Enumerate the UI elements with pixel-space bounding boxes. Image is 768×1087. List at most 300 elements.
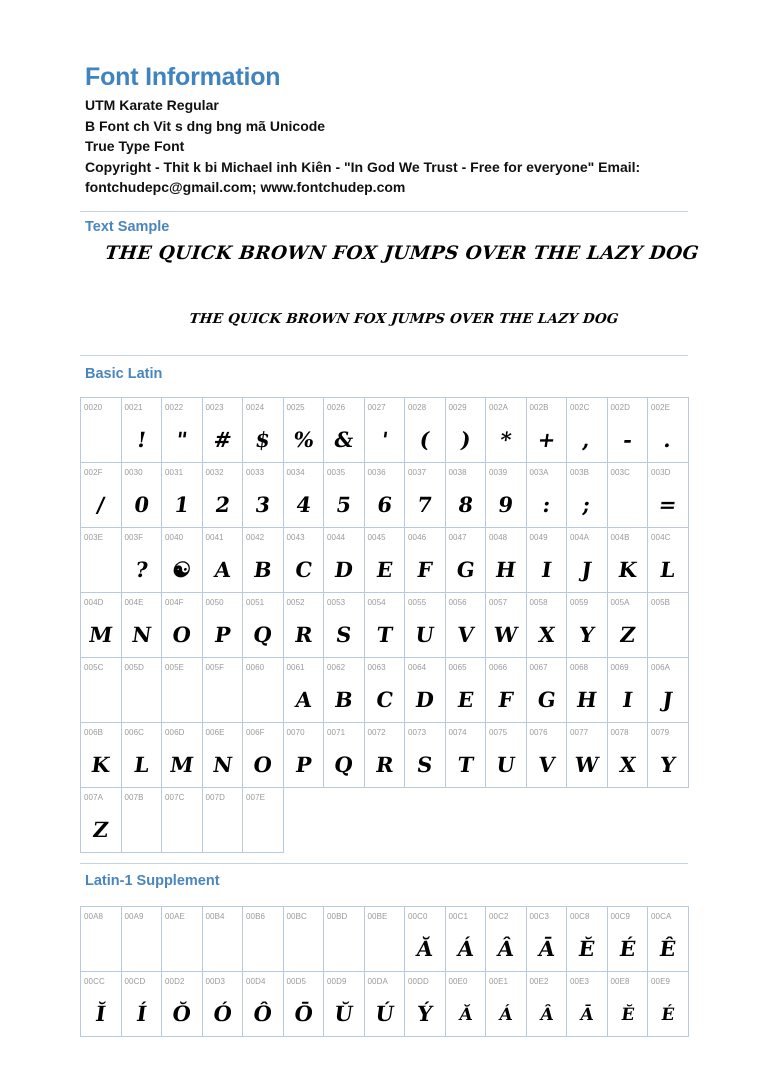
glyph-sample: A	[212, 557, 233, 582]
glyph-sample: S	[415, 752, 435, 777]
glyph-code: 0069	[610, 663, 629, 672]
glyph-code: 0066	[489, 663, 508, 672]
glyph-code: 005B	[651, 598, 671, 607]
glyph-sample: F	[415, 557, 434, 582]
glyph-sample: L	[658, 557, 677, 582]
glyph-sample: F	[496, 687, 515, 712]
glyph-row	[81, 658, 689, 723]
glyph-code: 0041	[205, 533, 224, 542]
glyph-cell	[162, 463, 203, 528]
text-sample-small: THE QUICK BROWN FOX JUMPS OVER THE LAZY DOG	[188, 311, 620, 327]
glyph-code: 0078	[610, 728, 629, 737]
glyph-cell	[121, 658, 162, 723]
glyph-sample: D	[332, 557, 355, 582]
glyph-code: 0059	[570, 598, 589, 607]
glyph-cell	[121, 528, 162, 593]
glyph-sample: E	[455, 687, 476, 712]
glyph-sample: )	[458, 427, 472, 452]
glyph-code: 00BE	[367, 912, 388, 921]
glyph-cell	[445, 972, 486, 1037]
glyph-code: 006F	[246, 728, 265, 737]
glyph-sample: I	[539, 557, 553, 582]
glyph-code: 0064	[408, 663, 427, 672]
glyph-cell	[202, 788, 243, 853]
glyph-sample: Ú	[373, 1001, 396, 1026]
glyph-row	[81, 463, 689, 528]
glyph-code: 003A	[529, 468, 549, 477]
glyph-sample: Í	[134, 1001, 148, 1026]
glyph-row	[81, 907, 689, 972]
glyph-code: 0053	[327, 598, 346, 607]
glyph-code: 00B4	[205, 912, 225, 921]
font-name: UTM Karate Regular	[85, 97, 219, 113]
glyph-cell	[283, 398, 324, 463]
glyph-cell	[202, 463, 243, 528]
glyph-code: 0074	[448, 728, 467, 737]
glyph-sample: *	[498, 427, 513, 452]
glyph-code: 007B	[124, 793, 144, 802]
glyph-code: 00D4	[246, 977, 266, 986]
glyph-sample: Ĕ	[576, 936, 597, 961]
empty-cell	[486, 788, 527, 853]
glyph-cell	[202, 398, 243, 463]
glyph-sample: M	[87, 622, 115, 647]
glyph-sample: Ê	[657, 936, 678, 961]
glyph-sample: K	[616, 557, 639, 582]
glyph-row	[81, 723, 689, 788]
glyph-code: 0046	[408, 533, 427, 542]
glyph-code: 00C9	[610, 912, 631, 921]
glyph-code: 00C1	[448, 912, 469, 921]
glyph-code: 007D	[205, 793, 226, 802]
glyph-code: 0071	[327, 728, 346, 737]
glyph-sample: U	[413, 622, 436, 647]
glyph-code: 00D9	[327, 977, 347, 986]
glyph-code: 0024	[246, 403, 265, 412]
glyph-cell	[243, 972, 284, 1037]
glyph-sample: R	[292, 622, 314, 647]
glyph-cell	[283, 723, 324, 788]
glyph-code: 00DD	[408, 977, 429, 986]
glyph-cell	[567, 658, 608, 723]
glyph-code: 0039	[489, 468, 508, 477]
glyph-code: 004E	[124, 598, 144, 607]
glyph-cell	[324, 907, 365, 972]
glyph-cell	[526, 398, 567, 463]
glyph-sample: /	[95, 492, 107, 517]
glyph-sample: Ō	[292, 1001, 315, 1026]
empty-cell	[445, 788, 486, 853]
glyph-code: 0076	[529, 728, 548, 737]
empty-cell	[526, 788, 567, 853]
glyph-code: 0065	[448, 663, 467, 672]
glyph-code: 0029	[448, 403, 467, 412]
glyph-sample: 1	[172, 492, 191, 517]
glyph-sample: ☯	[170, 557, 193, 582]
glyph-cell	[405, 398, 446, 463]
latin1-glyph-grid	[80, 906, 689, 1037]
glyph-sample: Ā	[536, 936, 557, 961]
glyph-code: 0067	[529, 663, 548, 672]
glyph-code: 002E	[651, 403, 671, 412]
glyph-cell	[81, 723, 122, 788]
glyph-sample: J	[661, 687, 675, 712]
glyph-cell	[607, 723, 648, 788]
glyph-row	[81, 398, 689, 463]
glyph-sample: Ŏ	[170, 1001, 193, 1026]
glyph-cell	[283, 593, 324, 658]
glyph-code: 0047	[448, 533, 467, 542]
glyph-code: 0077	[570, 728, 589, 737]
section-divider	[80, 211, 688, 212]
glyph-code: 006A	[651, 663, 671, 672]
glyph-cell	[648, 658, 689, 723]
glyph-cell	[81, 907, 122, 972]
glyph-code: 0055	[408, 598, 427, 607]
glyph-code: 0051	[246, 598, 265, 607]
glyph-code: 0070	[286, 728, 305, 737]
glyph-code: 0028	[408, 403, 427, 412]
glyph-code: 00A9	[124, 912, 144, 921]
glyph-cell	[364, 723, 405, 788]
glyph-cell	[162, 528, 203, 593]
glyph-sample: ;	[581, 492, 593, 517]
glyph-cell	[486, 398, 527, 463]
glyph-sample: B	[333, 687, 355, 712]
glyph-sample: N	[210, 752, 234, 777]
glyph-sample: P	[293, 752, 313, 777]
glyph-code: 0079	[651, 728, 670, 737]
glyph-cell	[607, 972, 648, 1037]
glyph-cell	[486, 593, 527, 658]
glyph-code: 0027	[367, 403, 386, 412]
glyph-sample: $	[253, 427, 272, 452]
glyph-row	[81, 528, 689, 593]
glyph-code: 00BC	[286, 912, 307, 921]
glyph-code: 007C	[165, 793, 185, 802]
glyph-sample: V	[455, 622, 476, 647]
glyph-sample: C	[374, 687, 395, 712]
glyph-sample: T	[374, 622, 394, 647]
glyph-cell	[81, 972, 122, 1037]
glyph-sample: Á	[497, 1005, 514, 1025]
glyph-cell	[243, 463, 284, 528]
glyph-code: 0037	[408, 468, 427, 477]
glyph-sample: ,	[581, 427, 593, 452]
glyph-cell	[526, 658, 567, 723]
glyph-cell	[81, 463, 122, 528]
glyph-sample: L	[132, 752, 151, 777]
glyph-cell	[607, 593, 648, 658]
glyph-cell	[283, 907, 324, 972]
glyph-sample: Ô	[251, 1001, 274, 1026]
glyph-sample: Á	[455, 936, 476, 961]
glyph-row	[81, 972, 689, 1037]
glyph-code: 0022	[165, 403, 184, 412]
glyph-cell	[324, 723, 365, 788]
glyph-sample: V	[536, 752, 557, 777]
glyph-cell	[648, 528, 689, 593]
glyph-sample: %	[291, 427, 315, 452]
glyph-code: 003C	[610, 468, 631, 477]
glyph-cell	[526, 528, 567, 593]
glyph-cell	[364, 972, 405, 1037]
glyph-cell	[364, 398, 405, 463]
glyph-sample: H	[575, 687, 599, 712]
glyph-cell	[526, 972, 567, 1037]
glyph-code: 0020	[84, 403, 103, 412]
glyph-sample: E	[374, 557, 395, 582]
glyph-cell	[445, 528, 486, 593]
glyph-code: 0075	[489, 728, 508, 737]
glyph-code: 0050	[205, 598, 224, 607]
glyph-cell	[162, 972, 203, 1037]
glyph-sample: W	[573, 752, 601, 777]
glyph-sample: Z	[91, 817, 111, 842]
glyph-sample: U	[494, 752, 517, 777]
section-title-basic-latin: Basic Latin	[85, 366, 163, 382]
glyph-code: 00B6	[246, 912, 266, 921]
glyph-code: 005A	[610, 598, 630, 607]
glyph-code: 0032	[205, 468, 224, 477]
font-type: True Type Font	[85, 138, 185, 155]
glyph-sample: B	[252, 557, 274, 582]
glyph-code: 00CA	[651, 912, 672, 921]
font-description: B Font ch Vit s dng bng mã Unicode	[85, 117, 326, 134]
glyph-cell	[81, 528, 122, 593]
section-title-latin1-supplement: Latin-1 Supplement	[85, 873, 220, 889]
glyph-sample: G	[454, 557, 476, 582]
glyph-cell	[486, 723, 527, 788]
glyph-code: 003D	[651, 468, 671, 477]
glyph-code: 003E	[84, 533, 104, 542]
glyph-sample: (	[418, 427, 432, 452]
section-title-text-sample: Text Sample	[85, 219, 170, 235]
glyph-code: 0023	[205, 403, 224, 412]
glyph-sample: É	[617, 936, 638, 961]
glyph-code: 00E8	[610, 977, 630, 986]
glyph-sample: +	[535, 427, 557, 452]
glyph-cell	[567, 723, 608, 788]
glyph-sample: 2	[213, 492, 232, 517]
glyph-cell	[526, 723, 567, 788]
glyph-code: 003F	[124, 533, 144, 542]
glyph-cell	[324, 658, 365, 723]
glyph-code: 0072	[367, 728, 386, 737]
glyph-cell	[162, 788, 203, 853]
glyph-cell	[445, 658, 486, 723]
glyph-sample: Ó	[211, 1001, 234, 1026]
glyph-code: 00CC	[84, 977, 105, 986]
glyph-cell	[364, 593, 405, 658]
glyph-sample: 4	[294, 492, 313, 517]
font-info-block	[85, 95, 640, 198]
glyph-code: 0057	[489, 598, 508, 607]
glyph-cell	[202, 658, 243, 723]
glyph-code: 0026	[327, 403, 346, 412]
glyph-cell	[121, 398, 162, 463]
glyph-code: 0031	[165, 468, 184, 477]
glyph-sample: Ĭ	[94, 1001, 108, 1026]
glyph-cell	[243, 528, 284, 593]
glyph-cell	[405, 593, 446, 658]
glyph-cell	[567, 907, 608, 972]
glyph-code: 004B	[610, 533, 630, 542]
glyph-code: 005C	[84, 663, 104, 672]
glyph-sample: 6	[375, 492, 394, 517]
glyph-cell	[121, 593, 162, 658]
glyph-sample: -	[621, 427, 634, 452]
glyph-cell	[648, 907, 689, 972]
glyph-cell	[243, 723, 284, 788]
glyph-cell	[445, 907, 486, 972]
glyph-cell	[324, 528, 365, 593]
glyph-code: 00A8	[84, 912, 104, 921]
glyph-code: 004C	[651, 533, 671, 542]
glyph-cell	[283, 463, 324, 528]
glyph-cell	[445, 398, 486, 463]
glyph-sample: 5	[334, 492, 353, 517]
glyph-sample: 0	[132, 492, 151, 517]
glyph-cell	[121, 788, 162, 853]
glyph-cell	[567, 463, 608, 528]
glyph-code: 00C8	[570, 912, 590, 921]
glyph-sample: #	[211, 427, 233, 452]
glyph-code: 0058	[529, 598, 548, 607]
glyph-cell	[445, 723, 486, 788]
glyph-cell	[121, 907, 162, 972]
glyph-code: 00E1	[489, 977, 509, 986]
glyph-cell	[648, 972, 689, 1037]
glyph-sample: =	[657, 492, 679, 517]
glyph-code: 0036	[367, 468, 386, 477]
glyph-code: 00D2	[165, 977, 185, 986]
glyph-cell	[324, 398, 365, 463]
glyph-cell	[364, 463, 405, 528]
glyph-sample: 3	[253, 492, 272, 517]
glyph-code: 00DA	[367, 977, 388, 986]
glyph-row	[81, 593, 689, 658]
glyph-sample: 7	[415, 492, 434, 517]
glyph-cell	[243, 658, 284, 723]
glyph-cell	[526, 463, 567, 528]
glyph-cell	[202, 723, 243, 788]
glyph-cell	[607, 658, 648, 723]
glyph-cell	[121, 723, 162, 788]
glyph-cell	[445, 593, 486, 658]
glyph-cell	[486, 463, 527, 528]
glyph-sample: Â	[538, 1005, 555, 1025]
glyph-sample: Q	[251, 622, 274, 647]
glyph-sample: É	[659, 1005, 676, 1025]
glyph-cell	[648, 593, 689, 658]
glyph-sample: C	[293, 557, 314, 582]
glyph-cell	[283, 528, 324, 593]
glyph-cell	[486, 907, 527, 972]
glyph-cell	[162, 593, 203, 658]
glyph-code: 0073	[408, 728, 427, 737]
glyph-cell	[405, 907, 446, 972]
glyph-cell	[364, 907, 405, 972]
glyph-sample: Ŭ	[332, 1001, 355, 1026]
glyph-sample: P	[212, 622, 232, 647]
glyph-cell	[121, 972, 162, 1037]
glyph-cell	[324, 593, 365, 658]
glyph-sample: A	[293, 687, 314, 712]
glyph-cell	[243, 907, 284, 972]
glyph-cell	[607, 398, 648, 463]
empty-cell	[567, 788, 608, 853]
glyph-sample: N	[129, 622, 153, 647]
empty-cell	[648, 788, 689, 853]
glyph-cell	[567, 972, 608, 1037]
glyph-sample: 8	[456, 492, 475, 517]
font-contact: fontchudepc@gmail.com; www.fontchudep.com	[85, 179, 406, 196]
glyph-cell	[81, 398, 122, 463]
glyph-sample: M	[168, 752, 196, 777]
glyph-sample: Ă	[457, 1005, 474, 1025]
glyph-code: 0045	[367, 533, 386, 542]
glyph-sample: S	[334, 622, 354, 647]
basic-latin-glyph-grid	[80, 397, 689, 853]
glyph-code: 00BD	[327, 912, 348, 921]
glyph-cell	[648, 398, 689, 463]
glyph-sample: Ă	[414, 936, 435, 961]
glyph-code: 0040	[165, 533, 184, 542]
glyph-sample: H	[494, 557, 518, 582]
glyph-cell	[202, 593, 243, 658]
glyph-cell	[81, 788, 122, 853]
glyph-cell	[364, 658, 405, 723]
glyph-code: 00E0	[448, 977, 468, 986]
glyph-cell	[486, 658, 527, 723]
glyph-sample: O	[251, 752, 274, 777]
glyph-cell	[243, 398, 284, 463]
glyph-cell	[243, 788, 284, 853]
glyph-code: 0062	[327, 663, 346, 672]
glyph-cell	[607, 463, 648, 528]
glyph-code: 00E3	[570, 977, 590, 986]
empty-cell	[364, 788, 405, 853]
glyph-cell	[202, 907, 243, 972]
glyph-sample: Z	[617, 622, 637, 647]
glyph-code: 002C	[570, 403, 590, 412]
glyph-sample: W	[492, 622, 520, 647]
glyph-cell	[202, 528, 243, 593]
empty-cell	[283, 788, 324, 853]
glyph-sample: "	[174, 427, 189, 452]
glyph-cell	[81, 593, 122, 658]
glyph-code: 005D	[124, 663, 145, 672]
glyph-cell	[405, 658, 446, 723]
glyph-cell	[162, 658, 203, 723]
glyph-code: 00E9	[651, 977, 671, 986]
glyph-cell	[324, 463, 365, 528]
glyph-code: 00C2	[489, 912, 509, 921]
glyph-sample: X	[617, 752, 638, 777]
glyph-sample: Q	[332, 752, 355, 777]
glyph-code: 00AE	[165, 912, 185, 921]
glyph-cell	[567, 528, 608, 593]
glyph-code: 0049	[529, 533, 548, 542]
glyph-cell	[648, 463, 689, 528]
glyph-cell	[486, 972, 527, 1037]
glyph-cell	[607, 907, 648, 972]
glyph-sample: T	[455, 752, 475, 777]
glyph-sample: ?	[133, 557, 150, 582]
glyph-code: 0042	[246, 533, 265, 542]
empty-cell	[607, 788, 648, 853]
